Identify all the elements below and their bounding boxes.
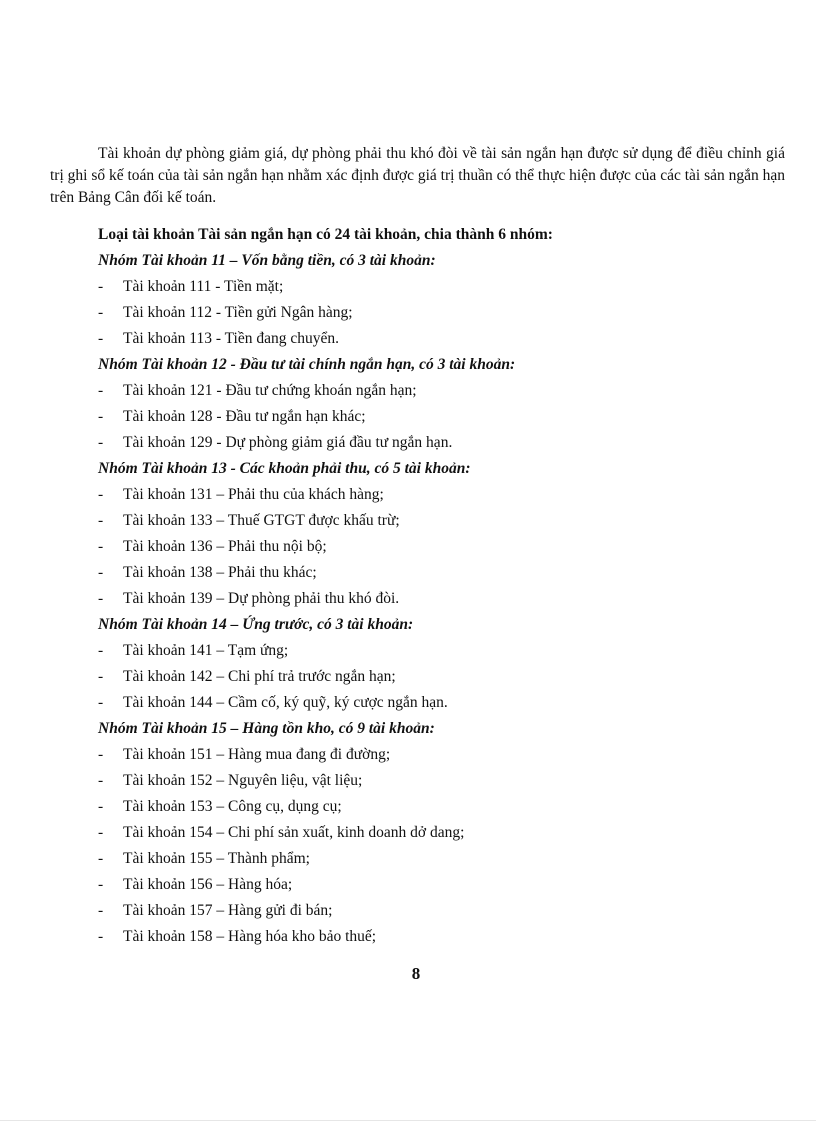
section-heading: Loại tài khoản Tài sản ngắn hạn có 24 tài khoản, chia thành 6 nhóm: xyxy=(98,226,553,243)
page-number: 8 xyxy=(411,964,421,983)
bullet-dash: - xyxy=(98,642,104,659)
list-item xyxy=(98,874,788,900)
bullet-dash: - xyxy=(98,486,104,503)
list-item xyxy=(98,900,788,926)
item-text: Tài khoản 121 - Đầu tư chứng khoán ngắn hạn; xyxy=(123,382,417,399)
list-item xyxy=(98,510,788,536)
item-text: Tài khoản 129 - Dự phòng giảm giá đầu tư ngắn hạn. xyxy=(123,434,453,451)
list-item xyxy=(98,302,788,328)
bullet-dash: - xyxy=(98,746,104,763)
item-text: Tài khoản 155 – Thành phẩm; xyxy=(123,850,310,867)
list-item xyxy=(98,588,788,614)
group-title: Nhóm Tài khoản 14 – Ứng trước, có 3 tài khoản: xyxy=(98,616,414,633)
item-text: Tài khoản 153 – Công cụ, dụng cụ; xyxy=(123,798,342,815)
bullet-dash: - xyxy=(98,928,104,945)
list-item xyxy=(98,536,788,562)
item-text: Tài khoản 133 – Thuế GTGT được khấu trừ; xyxy=(123,512,400,529)
item-text: Tài khoản 152 – Nguyên liệu, vật liệu; xyxy=(123,772,363,789)
list-item xyxy=(98,380,788,406)
bullet-dash: - xyxy=(98,434,104,451)
list-item xyxy=(98,484,788,510)
bullet-dash: - xyxy=(98,694,104,711)
bullet-dash: - xyxy=(98,798,104,815)
list-item xyxy=(98,848,788,874)
bullet-dash: - xyxy=(98,382,104,399)
list-item xyxy=(98,796,788,822)
bullet-dash: - xyxy=(98,278,104,295)
item-text: Tài khoản 111 - Tiền mặt; xyxy=(123,278,284,295)
item-text: Tài khoản 154 – Chi phí sản xuất, kinh doanh dở dang; xyxy=(123,824,465,841)
bullet-dash: - xyxy=(98,564,104,581)
bullet-dash: - xyxy=(98,304,104,321)
bullet-dash: - xyxy=(98,330,104,347)
bullet-dash: - xyxy=(98,876,104,893)
list-item xyxy=(98,328,788,354)
item-text: Tài khoản 144 – Cầm cố, ký quỹ, ký cược ngắn hạn. xyxy=(123,694,448,711)
item-text: Tài khoản 142 – Chi phí trả trước ngắn hạn; xyxy=(123,668,396,685)
item-text: Tài khoản 139 – Dự phòng phải thu khó đòi. xyxy=(123,590,400,607)
item-text: Tài khoản 141 – Tạm ứng; xyxy=(123,642,289,659)
bullet-dash: - xyxy=(98,668,104,685)
list-item xyxy=(98,926,788,952)
account-list xyxy=(98,224,788,952)
item-text: Tài khoản 156 – Hàng hóa; xyxy=(123,876,293,893)
item-text: Tài khoản 113 - Tiền đang chuyển. xyxy=(123,330,339,347)
list-item xyxy=(98,666,788,692)
item-text: Tài khoản 138 – Phải thu khác; xyxy=(123,564,317,581)
item-text: Tài khoản 151 – Hàng mua đang đi đường; xyxy=(123,746,391,763)
intro-paragraph: Tài khoản dự phòng giảm giá, dự phòng phải thu khó đòi về tài sản ngắn hạn được sử dụng để điều chỉnh giá trị ghi sổ kế toán của tài sản ngắn hạn nhằm xác định được giá trị thuần có thể thực hiện được của các tài sản ngắn hạn trên Bảng Cân đối kế toán. xyxy=(50,145,785,206)
group-title: Nhóm Tài khoản 13 - Các khoản phải thu, có 5 tài khoản: xyxy=(98,460,471,477)
list-item xyxy=(98,432,788,458)
list-item xyxy=(98,744,788,770)
bullet-dash: - xyxy=(98,590,104,607)
bullet-dash: - xyxy=(98,824,104,841)
bullet-dash: - xyxy=(98,902,104,919)
group-title: Nhóm Tài khoản 11 – Vốn bằng tiền, có 3 tài khoản: xyxy=(98,252,436,269)
bullet-dash: - xyxy=(98,512,104,529)
bullet-dash: - xyxy=(98,850,104,867)
page-edge-divider xyxy=(0,1120,816,1121)
list-item xyxy=(98,640,788,666)
item-text: Tài khoản 131 – Phải thu của khách hàng; xyxy=(123,486,384,503)
bullet-dash: - xyxy=(98,772,104,789)
item-text: Tài khoản 112 - Tiền gửi Ngân hàng; xyxy=(123,304,353,321)
group-title: Nhóm Tài khoản 15 – Hàng tồn kho, có 9 tài khoản: xyxy=(98,720,435,737)
list-item xyxy=(98,406,788,432)
list-item xyxy=(98,770,788,796)
bullet-dash: - xyxy=(98,408,104,425)
item-text: Tài khoản 158 – Hàng hóa kho bảo thuế; xyxy=(123,928,377,945)
item-text: Tài khoản 157 – Hàng gửi đi bán; xyxy=(123,902,333,919)
group-title: Nhóm Tài khoản 12 - Đầu tư tài chính ngắn hạn, có 3 tài khoản: xyxy=(98,356,516,373)
list-item xyxy=(98,692,788,718)
item-text: Tài khoản 136 – Phải thu nội bộ; xyxy=(123,538,327,555)
list-item xyxy=(98,562,788,588)
item-text: Tài khoản 128 - Đầu tư ngắn hạn khác; xyxy=(123,408,366,425)
bullet-dash: - xyxy=(98,538,104,555)
list-item xyxy=(98,822,788,848)
list-item xyxy=(98,276,788,302)
